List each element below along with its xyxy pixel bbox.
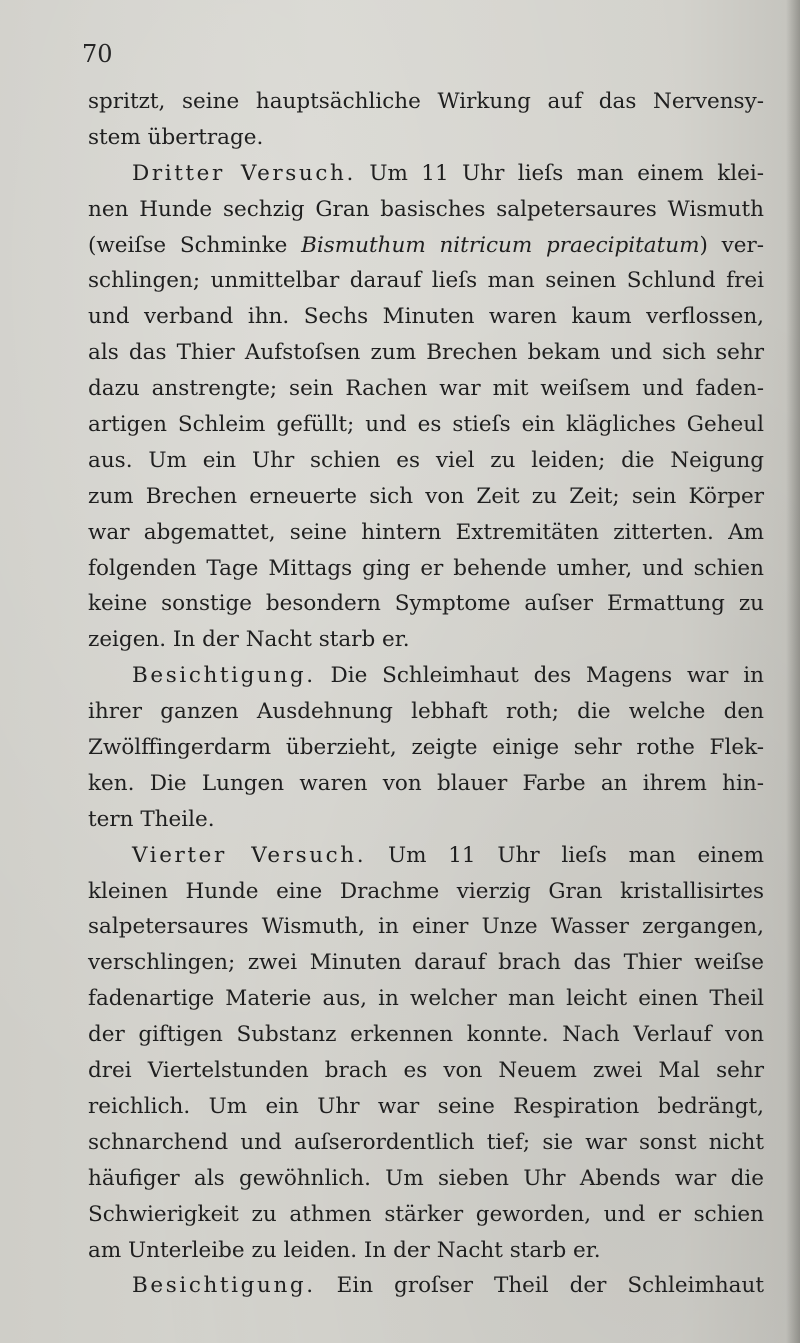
text-span: (weiſse Schminke — [88, 232, 288, 258]
text-line: und verband ihn. Sechs Minuten waren kaum verflossen, — [88, 304, 764, 330]
text-line: häufiger als gewöhnlich. Um sieben Uhr Abends war die — [88, 1165, 764, 1191]
text-line: der giftigen Substanz erkennen konnte. Nach Verlauf von — [88, 1022, 764, 1048]
text-span: ) ver- — [699, 232, 764, 258]
text-line: war abgemattet, seine hintern Extremitäten zitterten. Am — [88, 519, 764, 545]
experiment-heading: Dritter Versuch. — [132, 160, 356, 186]
text-line: salpetersaures Wismuth, in einer Unze Wasser zergangen, — [88, 914, 764, 940]
text-span: Um 11 Uhr lieſs man einem — [387, 842, 765, 868]
text-line — [88, 156, 764, 192]
inspection-heading: Besichtigung. — [132, 663, 316, 689]
text-line — [88, 228, 764, 264]
inspection-heading: Besichtigung. — [132, 1273, 316, 1299]
text-line: zeigen. In der Nacht starb er. — [88, 627, 410, 653]
text-line — [88, 658, 764, 694]
text-line: artigen Schleim gefüllt; und es stieſs ein klägliches Geheul — [88, 412, 764, 438]
text-line — [88, 838, 764, 874]
text-line: tern Theile. — [88, 806, 215, 832]
text-line: am Unterleibe zu leiden. In der Nacht starb er. — [88, 1237, 601, 1263]
text-line: Zwölffingerdarm überzieht, zeigte einige sehr rothe Flek- — [88, 735, 764, 761]
text-span: Die Schleimhaut des Magens war in — [330, 663, 764, 689]
page-edge-shadow — [786, 0, 800, 1343]
text-line: als das Thier Aufstoſsen zum Brechen bekam und sich sehr — [88, 340, 764, 366]
text-line: nen Hunde sechzig Gran basisches salpetersaures Wismuth — [88, 196, 764, 222]
body-text — [88, 84, 764, 1304]
text-line: ken. Die Lungen waren von blauer Farbe an ihrem hin- — [88, 770, 764, 796]
text-line: reichlich. Um ein Uhr war seine Respiration bedrängt, — [88, 1093, 764, 1119]
text-line: spritzt, seine hauptsächliche Wirkung auf das Nervensy- — [88, 89, 764, 114]
page-number: 70 — [82, 40, 113, 68]
text-line: aus. Um ein Uhr schien es viel zu leiden; die Neigung — [88, 447, 764, 473]
text-line: drei Viertelstunden brach es von Neuem zwei Mal sehr — [88, 1058, 764, 1084]
text-line: dazu anstrengte; sein Rachen war mit weiſsem und faden- — [88, 376, 764, 402]
text-line: stem übertrage. — [88, 124, 264, 150]
text-line: verschlingen; zwei Minuten darauf brach das Thier weiſse — [88, 950, 764, 976]
text-line: kleinen Hunde eine Drachme vierzig Gran kristallisirtes — [88, 878, 764, 904]
experiment-heading: Vierter Versuch. — [132, 842, 367, 868]
text-line — [88, 1268, 764, 1304]
text-line: ihrer ganzen Ausdehnung lebhaft roth; die welche den — [88, 699, 764, 725]
text-line: zum Brechen erneuerte sich von Zeit zu Zeit; sein Körper — [88, 483, 764, 509]
text-line: schnarchend und auſserordentlich tief; sie war sonst nicht — [88, 1129, 764, 1155]
text-span: Ein groſser Theil der Schleimhaut — [336, 1273, 764, 1299]
text-span: Um 11 Uhr lieſs man einem klei- — [369, 160, 764, 186]
latin-term: Bismuthum nitricum praecipitatum — [301, 232, 700, 258]
text-line: fadenartige Materie aus, in welcher man leicht einen Theil — [88, 986, 764, 1012]
text-line: schlingen; unmittelbar darauf lieſs man seinen Schlund frei — [88, 268, 764, 294]
text-line: Schwierigkeit zu athmen stärker geworden, und er schien — [88, 1201, 764, 1227]
text-line: keine sonstige besondern Symptome auſser Ermattung zu — [88, 591, 764, 617]
text-line: folgenden Tage Mittags ging er behende umher, und schien — [88, 555, 764, 581]
